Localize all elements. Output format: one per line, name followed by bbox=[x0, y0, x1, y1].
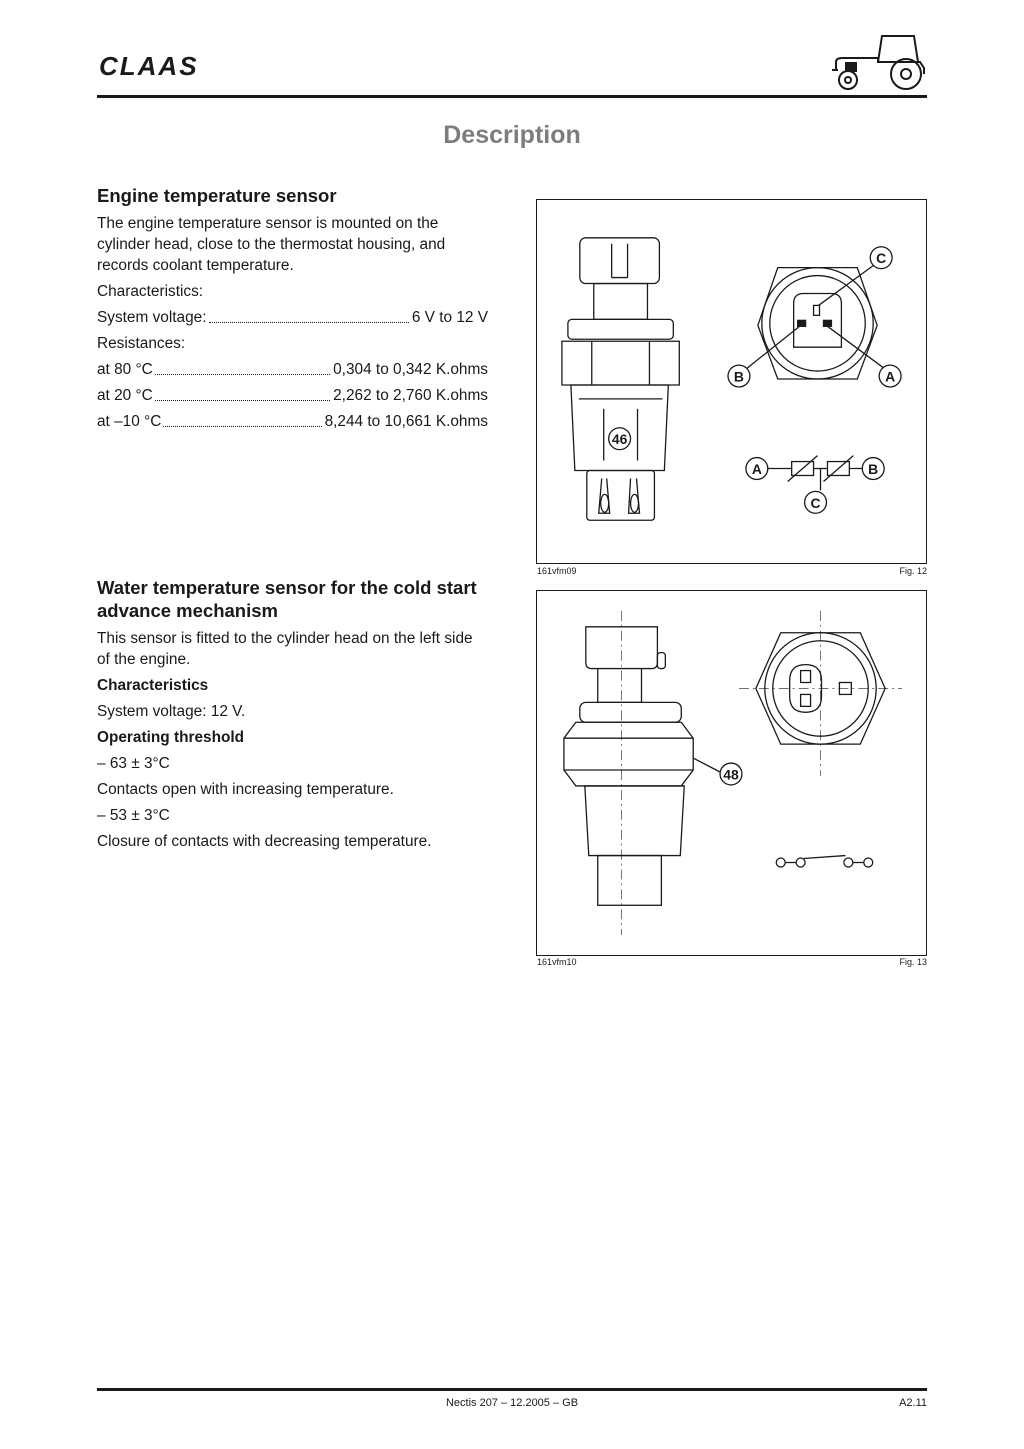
svg-text:A: A bbox=[751, 460, 762, 477]
claas-logo bbox=[97, 52, 215, 80]
figure-number: Fig. 13 bbox=[899, 957, 927, 967]
schematic-callout-a bbox=[746, 458, 768, 480]
callout-48 bbox=[720, 763, 742, 785]
sensor-drawing bbox=[564, 611, 720, 935]
intro-text: The engine temperature sensor is mounted on the cylinder head, close to the thermostat housing, and records coolant temperature. bbox=[97, 215, 446, 274]
intro-text: This sensor is fitted to the cylinder head on the left side of the engine. bbox=[97, 630, 473, 668]
sensor-drawing bbox=[562, 238, 679, 520]
svg-text:48: 48 bbox=[723, 766, 739, 783]
connector-view bbox=[746, 266, 885, 379]
section-heading: Engine temperature sensor bbox=[97, 185, 337, 206]
callout-a bbox=[879, 365, 901, 387]
schematic-callout-b bbox=[862, 458, 884, 480]
svg-text:C: C bbox=[876, 250, 887, 267]
callout-c bbox=[870, 247, 892, 269]
connector-view bbox=[739, 611, 902, 776]
page-title: Description bbox=[443, 121, 581, 149]
threshold-note: Contacts open with increasing temperature. bbox=[97, 781, 394, 798]
callout-b bbox=[728, 365, 750, 387]
threshold-value: – 53 ± 3°C bbox=[97, 807, 170, 824]
circuit-schematic bbox=[768, 456, 865, 491]
resistance-row: at 20 °C 2,262 to 2,760 K.ohms bbox=[97, 387, 488, 404]
footer-rule bbox=[97, 1388, 927, 1391]
resistance-row: at –10 °C 8,244 to 10,661 K.ohms bbox=[97, 413, 488, 430]
figure-ref: 161vfm09 bbox=[537, 566, 577, 576]
section-heading: Water temperature sensor for the cold start advance mechanism bbox=[97, 577, 477, 621]
threshold-value: – 63 ± 3°C bbox=[97, 755, 170, 772]
characteristics-label: Characteristics: bbox=[97, 283, 204, 300]
footer-document: Nectis 207 – 12.2005 – GB bbox=[445, 1397, 579, 1409]
figure-number: Fig. 12 bbox=[899, 566, 927, 576]
characteristics-heading: Characteristics bbox=[97, 677, 209, 694]
svg-text:A: A bbox=[885, 368, 896, 385]
svg-text:B: B bbox=[868, 460, 879, 477]
svg-text:46: 46 bbox=[611, 431, 628, 448]
water-sensor-section bbox=[97, 576, 488, 852]
resistance-row: at 80 °C 0,304 to 0,342 K.ohms bbox=[97, 361, 488, 378]
figure-ref: 161vfm10 bbox=[537, 957, 577, 967]
figure-12 bbox=[536, 199, 927, 564]
page-number: A2.11 bbox=[899, 1397, 927, 1409]
tractor-icon bbox=[828, 30, 928, 92]
voltage-text: System voltage: 12 V. bbox=[97, 703, 246, 720]
svg-text:C: C bbox=[810, 494, 821, 511]
threshold-heading: Operating threshold bbox=[97, 729, 245, 746]
svg-text:CLAAS: CLAAS bbox=[99, 52, 199, 80]
figure-13 bbox=[536, 590, 927, 956]
header-rule bbox=[97, 95, 927, 98]
schematic-callout-c bbox=[805, 491, 827, 513]
engine-sensor-section bbox=[97, 184, 488, 432]
resistances-label: Resistances: bbox=[97, 335, 186, 352]
voltage-row: System voltage: 6 V to 12 V bbox=[97, 309, 488, 326]
switch-schematic bbox=[776, 856, 872, 867]
svg-text:B: B bbox=[733, 368, 744, 385]
callout-46 bbox=[609, 428, 631, 450]
threshold-note: Closure of contacts with decreasing temperature. bbox=[97, 833, 432, 850]
